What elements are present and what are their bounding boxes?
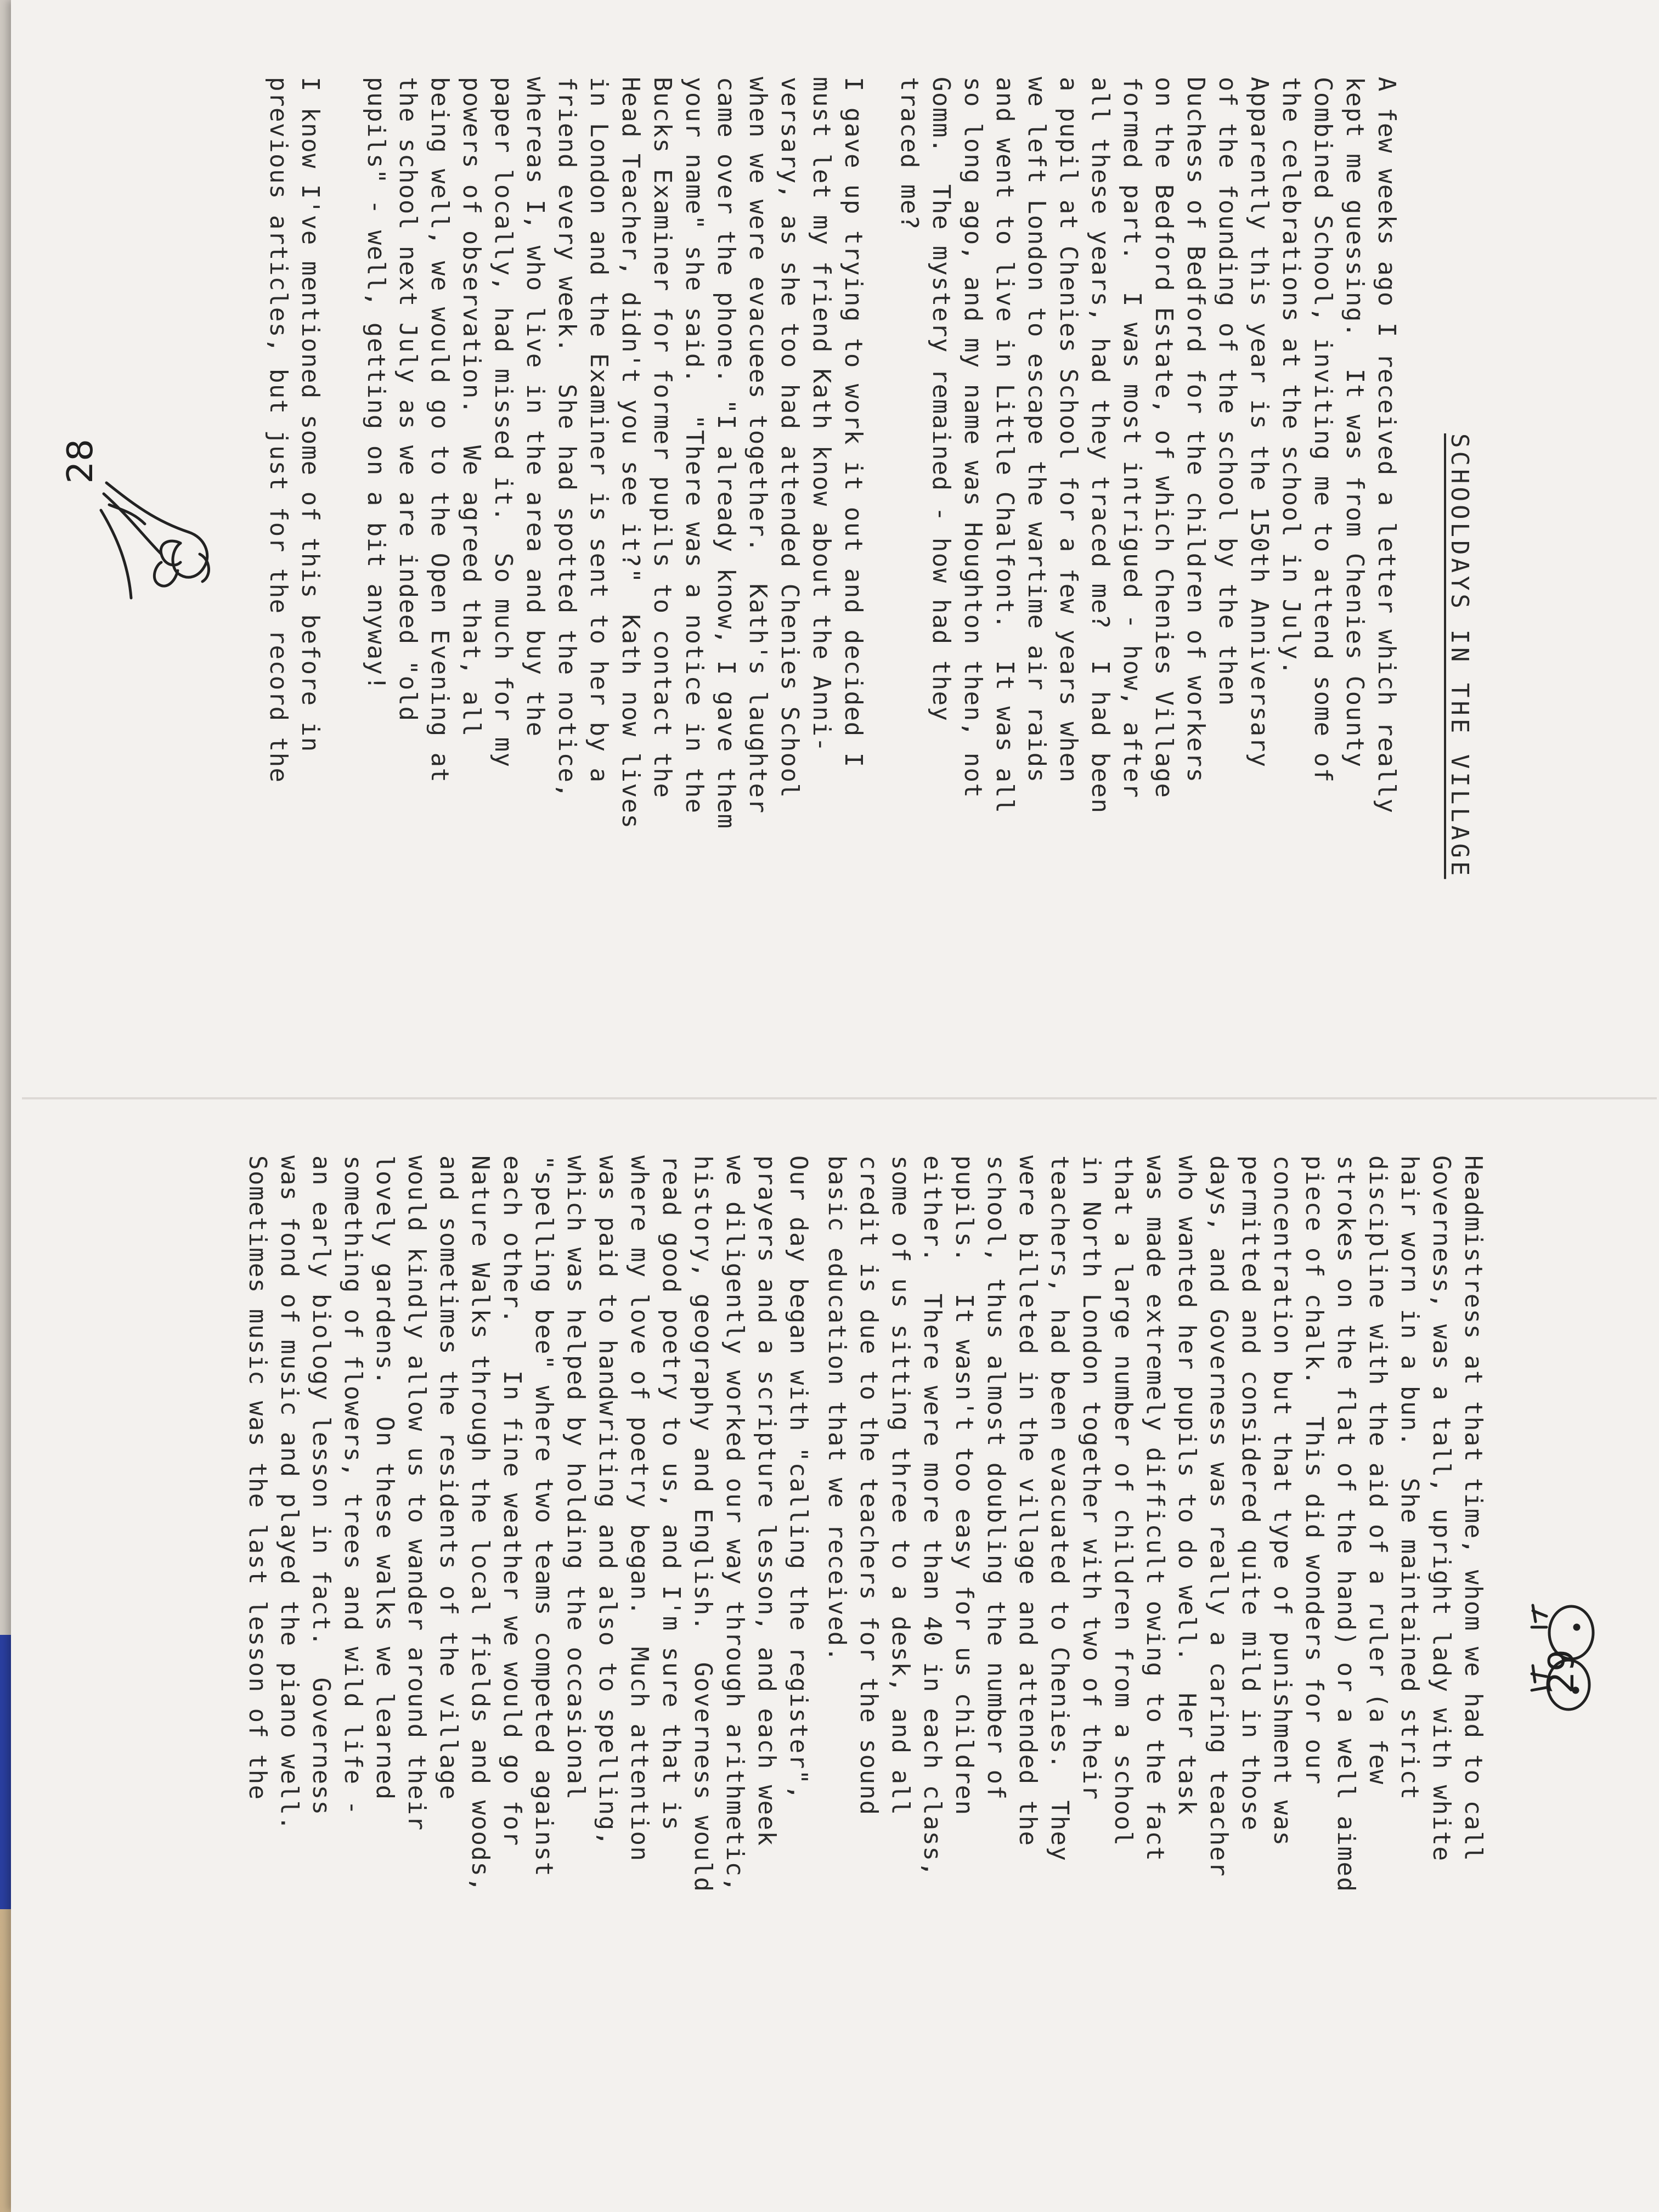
paragraph-1 xyxy=(893,77,1402,1108)
rotated-spread xyxy=(11,0,1659,2212)
paragraph-3 xyxy=(262,77,326,1108)
text-line: Gomm. The mystery remained - how had they xyxy=(927,77,955,722)
text-line: where my love of poetry began. Much attention xyxy=(625,1155,653,1862)
text-line: formed part. I was most intrigued - how, after xyxy=(1118,77,1146,799)
text-line: a pupil at Chenies School for a few years when xyxy=(1054,77,1082,783)
text-line: must let my friend Kath know about the Anni- xyxy=(808,77,836,753)
text-line: in London and the Examiner is sent to her by a xyxy=(585,77,613,783)
text-line: Bucks Examiner for former pupils to contact the xyxy=(648,77,676,799)
article-title: SCHOOLDAYS IN THE VILLAGE xyxy=(1446,433,1474,879)
text-line: who wanted her pupils to do well. Her task xyxy=(1173,1155,1201,1816)
paragraph-5 xyxy=(241,1155,814,2198)
text-line: the celebrations at the school in July. xyxy=(1277,77,1305,676)
text-line: your name" she said. "There was a notice in the xyxy=(680,77,708,814)
text-line: traced me? xyxy=(895,77,923,230)
text-line: I gave up trying to work it out and decided I xyxy=(839,77,867,768)
page-28 xyxy=(11,0,1659,1106)
text-line: pupils" - well, getting on a bit anyway! xyxy=(362,77,390,691)
text-line: Head Teacher, didn't you see it?" Kath now lives xyxy=(617,77,645,830)
text-line: either. There were more than 40 in each class, xyxy=(918,1155,946,1877)
text-line: Governess, was a tall, upright lady with white xyxy=(1427,1155,1455,1862)
text-line: permitted and considered quite mild in those xyxy=(1237,1155,1265,1831)
paragraph-4 xyxy=(821,1155,1489,2198)
text-line: I know I've mentioned some of this before in xyxy=(296,77,324,753)
text-line: was fond of music and played the piano well. xyxy=(275,1155,303,1831)
text-line: some of us sitting three to a desk, and all xyxy=(887,1155,915,1816)
text-line: in North London together with two of their xyxy=(1077,1155,1105,1801)
page-number: 29 xyxy=(1542,1649,1582,1694)
text-line: piece of chalk. This did wonders for our xyxy=(1300,1155,1328,1785)
text-line: Our day began with "calling the register", xyxy=(785,1155,812,1801)
text-line: came over the phone. "I already know, I gave them xyxy=(712,77,740,830)
text-line: was paid to handwriting and also to spelling, xyxy=(594,1155,622,1847)
text-line: Duchess of Bedford for the children of workers xyxy=(1182,77,1210,783)
text-line: when we were evacuees together. Kath's laughter xyxy=(744,77,772,814)
text-line: prayers and a scripture lesson, and each week xyxy=(753,1155,781,1847)
text-line: Combined School, inviting me to attend some of xyxy=(1309,77,1337,783)
text-line: we diligently worked our way through arithmetic, xyxy=(721,1155,749,1893)
text-line: friend every week. She had spotted the notice, xyxy=(553,77,581,799)
text-line: days, and Governess was really a caring teacher xyxy=(1205,1155,1233,1877)
text-line: pupils. It wasn't too easy for us children xyxy=(950,1155,978,1816)
paragraph-2 xyxy=(360,77,869,1108)
text-line: we left London to escape the wartime air raids xyxy=(1023,77,1051,783)
text-line: kept me guessing. It was from Chenies County xyxy=(1341,77,1369,768)
text-line: powers of observation. We agreed that, all xyxy=(458,77,486,737)
text-line: lovely gardens. On these walks we learned xyxy=(371,1155,399,1801)
text-line: was made extremely difficult owing to the fact xyxy=(1141,1155,1169,1862)
text-line: would kindly allow us to wander around their xyxy=(403,1155,431,1831)
text-line: on the Bedford Estate, of which Chenies Village xyxy=(1150,77,1178,799)
text-line: the school next July as we are indeed "old xyxy=(394,77,422,722)
text-line: read good poetry to us, and I'm sure that is xyxy=(657,1155,685,1831)
text-line: strokes on the flat of the hand) or a well aimed xyxy=(1332,1155,1360,1893)
text-line: A few weeks ago I received a letter which really xyxy=(1373,77,1401,814)
text-line: were billeted in the village and attended the xyxy=(1014,1155,1042,1847)
page-29 xyxy=(11,1106,1659,2212)
text-line: so long ago, and my name was Houghton then, not xyxy=(959,77,987,799)
text-line: history, geography and English. Governess would xyxy=(689,1155,717,1893)
page-number: 28 xyxy=(60,439,101,484)
text-line: that a large number of children from a school xyxy=(1109,1155,1137,1847)
text-line: of the founding of the school by the then xyxy=(1214,77,1242,707)
text-line: Apparently this year is the 150th Anniversary xyxy=(1245,77,1273,768)
text-line: discipline with the aid of a ruler (a few xyxy=(1364,1155,1392,1785)
text-line: previous articles, but just for the record the xyxy=(264,77,292,783)
text-line: concentration but that type of punishment was xyxy=(1268,1155,1296,1847)
text-line: being well, we would go to the Open Evening at xyxy=(426,77,454,783)
text-line: and went to live in Little Chalfont. It was all xyxy=(991,77,1019,814)
text-line: Nature Walks through the local fields and woods, xyxy=(466,1155,494,1893)
daffodil-sketch-icon xyxy=(95,472,222,625)
text-line: which was helped by holding the occasional xyxy=(562,1155,590,1801)
text-line: an early biology lesson in fact. Governess xyxy=(307,1155,335,1816)
text-line: each other. In fine weather we would go for xyxy=(498,1155,526,1847)
text-line: all these years, had they traced me? I had been xyxy=(1086,77,1114,814)
text-line: something of flowers, trees and wild life - xyxy=(339,1155,367,1816)
text-line: credit is due to the teachers for the sound xyxy=(855,1155,883,1816)
text-line: and sometimes the residents of the village xyxy=(435,1155,462,1801)
text-line: school, thus almost doubling the number of xyxy=(982,1155,1010,1801)
text-line: teachers, had been evacuated to Chenies. They xyxy=(1046,1155,1074,1862)
text-line: basic education that we received. xyxy=(823,1155,851,1662)
text-line: whereas I, who live in the area and buy the xyxy=(521,77,549,737)
text-line: paper locally, had missed it. So much for my xyxy=(489,77,517,768)
text-line: versary, as she too had attended Chenies School xyxy=(776,77,804,799)
text-line: hair worn in a bun. She maintained strict xyxy=(1396,1155,1424,1801)
text-line: Headmistress at that time, whom we had to call xyxy=(1459,1155,1487,1862)
text-line: "spelling bee" where two teams competed against xyxy=(530,1155,558,1877)
text-line: Sometimes music was the last lesson of the xyxy=(244,1155,272,1801)
